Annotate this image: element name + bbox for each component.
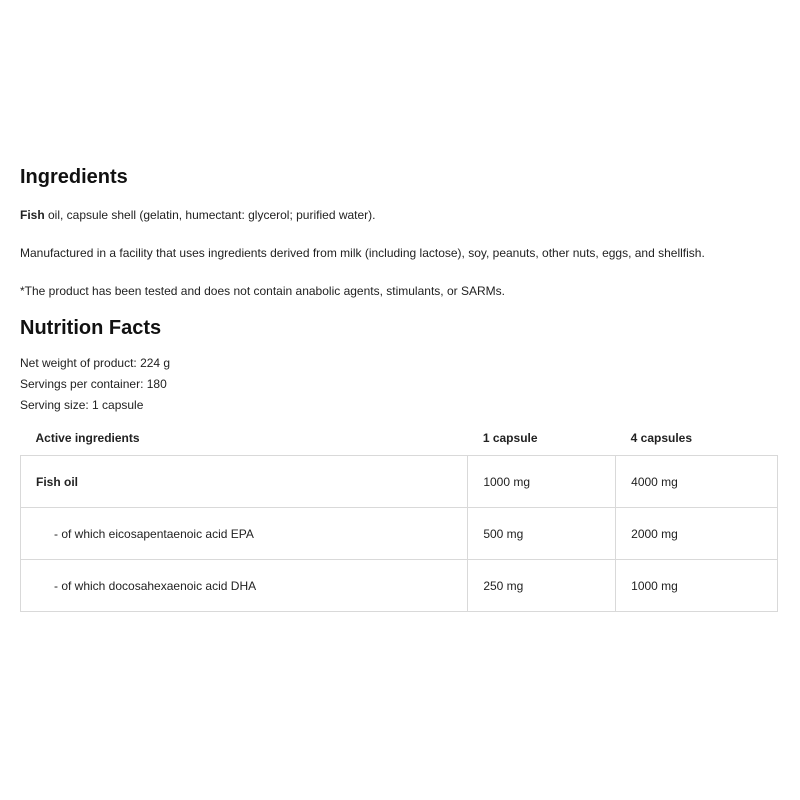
row-dha-1-capsule: 250 mg [468,560,616,612]
nutrition-table-body [21,456,778,612]
product-info [20,164,778,612]
ingredients-composition-rest: oil, capsule shell (gelatin, humectant: glycerol; purified water). [44,208,376,222]
nutrition-table-header [21,420,778,456]
row-epa-name: - of which eicosapentaenoic acid EPA [21,508,468,560]
nutrition-table [20,420,778,612]
table-row [21,456,778,508]
servings-per-container: Servings per container: 180 [20,377,167,391]
row-epa-4-capsules: 2000 mg [616,508,778,560]
row-dha-4-capsules: 1000 mg [616,560,778,612]
header-4-capsules: 4 capsules [630,430,693,445]
header-1-capsule: 1 capsule [482,430,538,445]
ingredients-composition-bold: Fish [20,208,45,222]
nutrition-heading: Nutrition Facts [20,317,162,339]
table-row [21,508,778,560]
row-dha-name: - of which docosahexaenoic acid DHA [21,560,468,612]
tested-note: *The product has been tested and does not contain anabolic agents, stimulants, or SARMs. [20,284,505,298]
row-fish-oil-4-capsules: 4000 mg [616,456,778,508]
row-fish-oil-1-capsule: 1000 mg [468,456,616,508]
table-header-row [21,420,778,456]
net-weight: Net weight of product: 224 g [20,356,171,370]
allergen-note: Manufactured in a facility that uses ingredients derived from milk (including lactose), soy, peanuts, other nuts, eggs, and shellfish. [20,246,705,260]
header-active-ingredients: Active ingredients [35,430,140,445]
row-fish-oil-name: Fish oil [21,456,468,508]
ingredients-heading: Ingredients [20,166,128,188]
serving-size: Serving size: 1 capsule [20,398,144,412]
table-row [21,560,778,612]
ingredients-composition [20,207,778,223]
row-epa-1-capsule: 500 mg [468,508,616,560]
